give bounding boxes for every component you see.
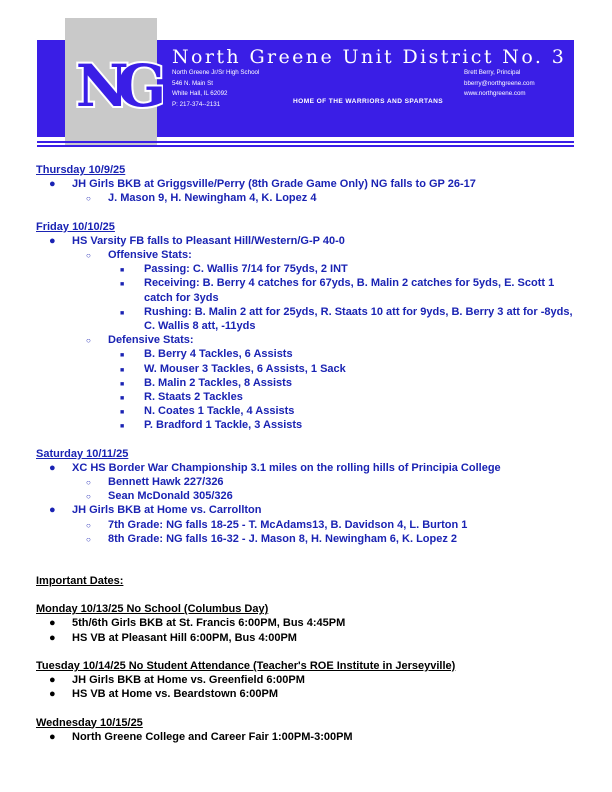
letterhead <box>37 18 574 146</box>
list-item: ■ P. Bradford 1 Tackle, 3 Assists <box>120 419 303 432</box>
list-item: ■ B. Berry 4 Tackles, 6 Assists <box>120 348 293 361</box>
list-item: ● 5th/6th Girls BKB at St. Francis 6:00PM, Bus 4:45PM <box>49 617 346 630</box>
list-item: ● JH Girls BKB at Home vs. Greenfield 6:00PM <box>49 674 305 687</box>
principal-contact-info <box>464 68 535 100</box>
list-item: ■ R. Staats 2 Tackles <box>120 391 243 404</box>
district-name: North Greene Unit District No. 3 <box>172 46 567 68</box>
list-item: ○ 7th Grade: NG falls 18-25 - T. McAdams13, B. Davidson 4, L. Burton 1 <box>86 518 468 531</box>
list-item: ■ N. Coates 1 Tackle, 4 Assists <box>120 405 295 418</box>
list-item: ○ 8th Grade: NG falls 16-32 - J. Mason 8, H. Newingham 6, K. Lopez 2 <box>86 532 458 545</box>
friday-heading: Friday 10/10/25 <box>36 220 115 233</box>
list-item: ● JH Girls BKB at Home vs. Carrollton <box>49 504 262 517</box>
tagline: HOME OF THE WARRIORS AND SPARTANS <box>293 98 444 105</box>
tuesday-heading: Tuesday 10/14/25 No Student Attendance (Teacher's ROE Institute in Jerseyville) <box>36 659 456 672</box>
list-item: ○ Sean McDonald 305/326 <box>86 490 233 503</box>
address-line2: White Hall, IL 62092 <box>172 90 228 97</box>
svg-text:NG: NG <box>75 52 155 118</box>
list-item: ○ J. Mason 9, H. Newingham 4, K. Lopez 4 <box>86 192 317 205</box>
ng-logo <box>67 50 163 118</box>
list-item: ■ Receiving: B. Berry 4 catches for 67yds, B. Malin 2 catches for 5yds, E. Scott 1 catch for 3yds <box>120 277 555 304</box>
principal-name: Brett Berry, Principal <box>464 69 521 76</box>
list-item: ● HS VB at Home vs. Beardstown 6:00PM <box>49 688 279 701</box>
wednesday-heading: Wednesday 10/15/25 <box>36 716 143 729</box>
list-item: ● XC HS Border War Championship 3.1 miles on the rolling hills of Principia College <box>49 461 501 474</box>
list-item: ■ Passing: C. Wallis 7/14 for 75yds, 2 INT <box>120 263 348 276</box>
list-item: ○ Defensive Stats: <box>86 334 194 347</box>
list-item: ● North Greene College and Career Fair 1:00PM-3:00PM <box>49 730 353 743</box>
list-item: ■ W. Mouser 3 Tackles, 6 Assists, 1 Sack <box>120 362 346 375</box>
thursday-heading: Thursday 10/9/25 <box>36 164 126 176</box>
newsletter-body <box>36 163 581 744</box>
list-item: ■ Rushing: B. Malin 2 att for 25yds, R. Staats 10 att for 9yds, B. Berry 3 att for -8yds, C. Wallis 8 att, -11yds <box>120 305 573 333</box>
school-name: North Greene Jr/Sr High School <box>172 69 260 76</box>
list-item: ● HS VB at Pleasant Hill 6:00PM, Bus 4:00PM <box>49 631 297 644</box>
school-contact-info <box>172 68 259 110</box>
address-line1: 546 N. Main St <box>172 79 213 87</box>
email-link[interactable]: bberry@northgreene.com <box>464 79 535 87</box>
phone: P: 217-374--2131 <box>172 100 221 108</box>
list-item: ○ Bennett Hawk 227/326 <box>86 476 224 489</box>
website-link[interactable]: www.northgreene.com <box>464 90 526 97</box>
list-item: ● JH Girls BKB at Griggsville/Perry (8th Grade Game Only) NG falls to GP 26-17 <box>49 178 476 191</box>
list-item: ○ Offensive Stats: <box>86 249 192 262</box>
list-item: ● HS Varsity FB falls to Pleasant Hill/Western/G-P 40-0 <box>49 234 345 247</box>
important-dates-heading: Important Dates: <box>36 575 124 588</box>
letterhead-underline <box>37 141 574 147</box>
list-item: ■ B. Malin 2 Tackles, 8 Assists <box>120 376 292 389</box>
saturday-heading: Saturday 10/11/25 <box>36 447 129 460</box>
monday-heading: Monday 10/13/25 No School (Columbus Day) <box>36 603 269 616</box>
